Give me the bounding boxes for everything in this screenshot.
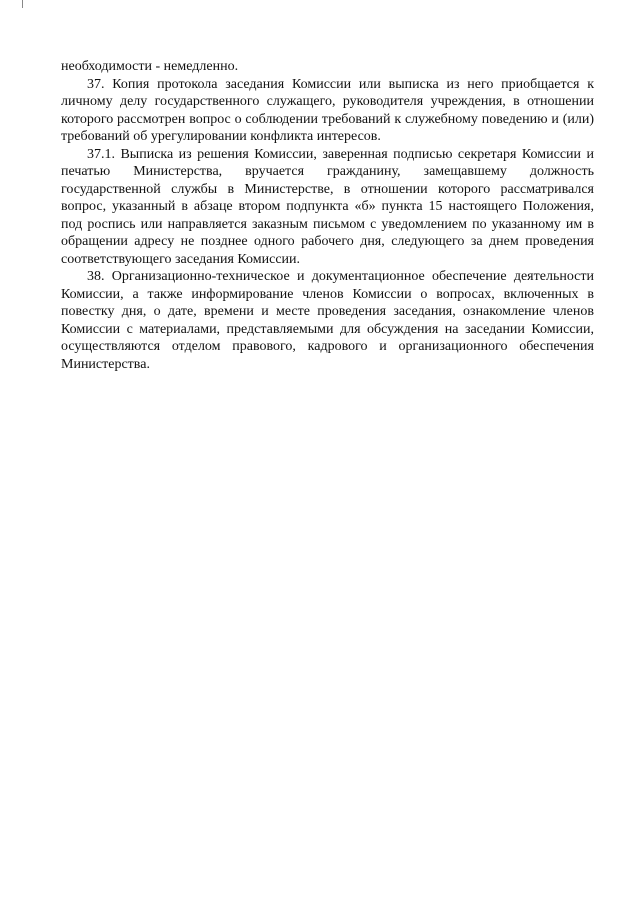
document-body [61, 58, 594, 373]
paragraph-37-1: 37.1. Выписка из решения Комиссии, заверенная подписью секретаря Комиссии и печатью Министерства, вручается гражданину, замещавшему должность государственной службы в Министерстве, в отношении которого рассматривался вопрос, указанный в абзаце втором подпункта «б» пункта 15 настоящего Положения, под роспись или направляется заказным письмом с уведомлением по указанному им в обращении адресу не позднее одного рабочего дня, следующего за днем проведения соответствующего заседания Комиссии. [61, 146, 594, 267]
paragraph-37: 37. Копия протокола заседания Комиссии или выписка из него приобщается к личному делу государственного служащего, руководителя учреждения, в отношении которого рассмотрен вопрос о соблюдении требований к служебному поведению и (или) требований об урегулировании конфликта интересов. [61, 76, 594, 144]
scan-edge-mark [22, 0, 23, 8]
paragraph-38: 38. Организационно-техническое и документационное обеспечение деятельности Комиссии, а также информирование членов Комиссии о вопросах, включенных в повестку дня, о дате, времени и месте проведения заседания, ознакомление членов Комиссии с материалами, представляемыми для обсуждения на заседании Комиссии, осуществляются отделом правового, кадрового и организационного обеспечения Министерства. [61, 269, 594, 372]
paragraph-continuation: необходимости - немедленно. [61, 59, 239, 74]
